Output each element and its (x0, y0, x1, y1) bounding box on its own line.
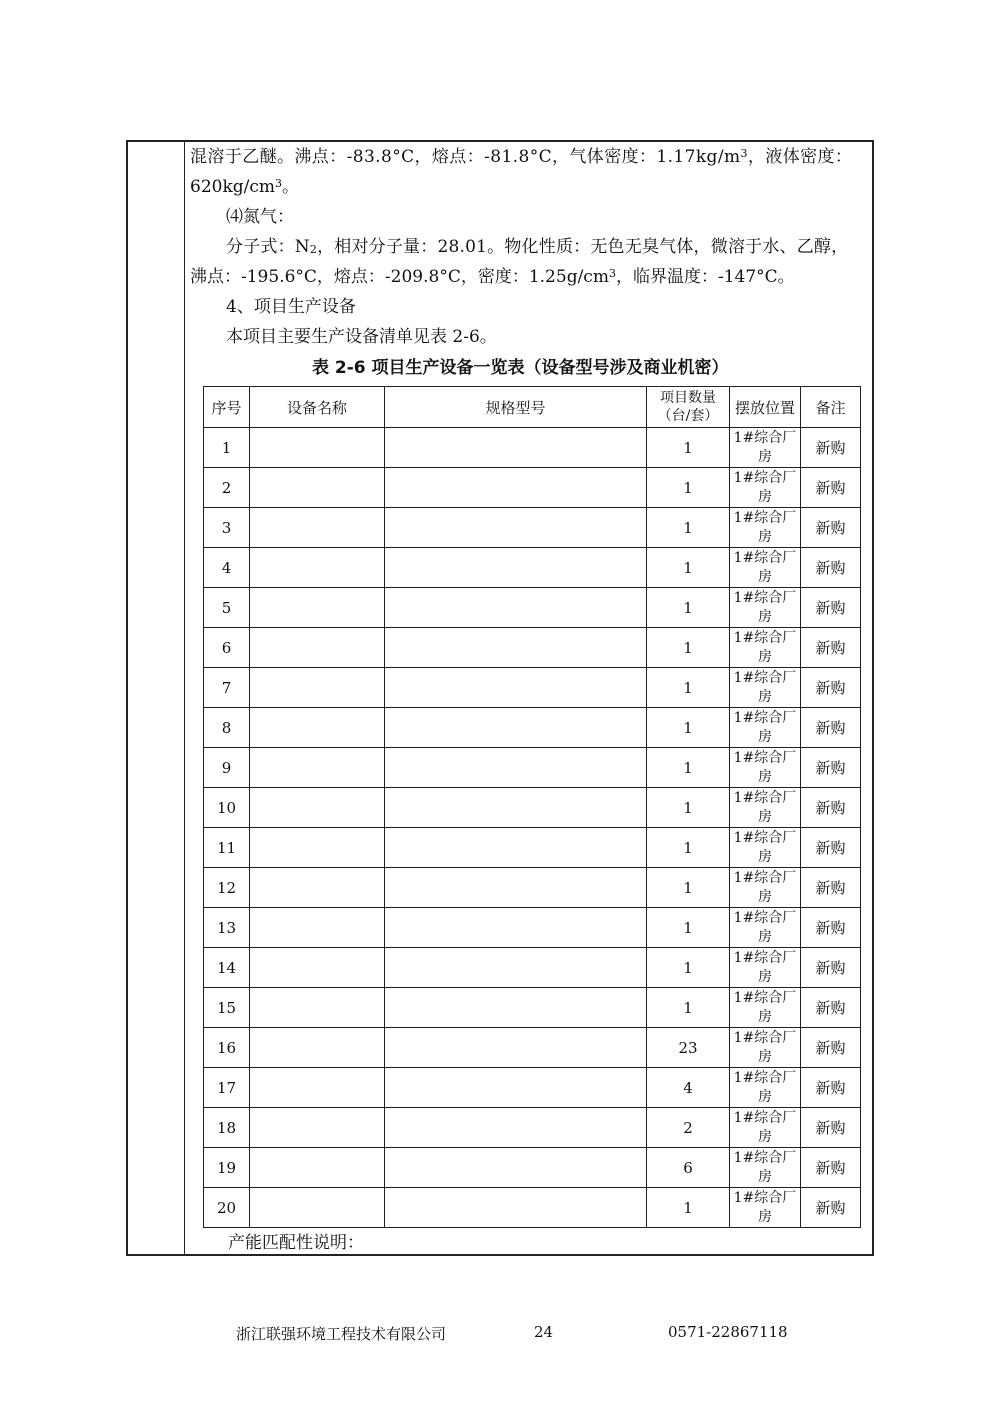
footer-page-number: 24 (534, 1323, 554, 1341)
cell-location: 1#综合厂房 (730, 1068, 801, 1108)
cell-qty: 1 (647, 1188, 730, 1228)
table-row (204, 868, 861, 908)
cell-seq: 1 (204, 428, 250, 468)
cell-spec (385, 988, 647, 1028)
cell-note: 新购 (801, 988, 861, 1028)
paragraph-ethylene-props (190, 142, 852, 172)
paragraph-nitrogen-heading: ⑷氮气： (226, 207, 294, 227)
cell-spec (385, 1068, 647, 1108)
cell-seq: 3 (204, 508, 250, 548)
header-name: 设备名称 (250, 387, 385, 428)
cell-name (250, 788, 385, 828)
cell-qty: 1 (647, 868, 730, 908)
table-row (204, 828, 861, 868)
cell-name (250, 988, 385, 1028)
cell-spec (385, 508, 647, 548)
cell-qty: 1 (647, 708, 730, 748)
cell-seq: 17 (204, 1068, 250, 1108)
cell-qty: 1 (647, 548, 730, 588)
cell-location: 1#综合厂房 (730, 1148, 801, 1188)
cell-name (250, 508, 385, 548)
cell-qty: 1 (647, 508, 730, 548)
cell-qty: 1 (647, 588, 730, 628)
cell-location: 1#综合厂房 (730, 788, 801, 828)
cell-seq: 2 (204, 468, 250, 508)
table-row (204, 1188, 861, 1228)
cell-seq: 6 (204, 628, 250, 668)
cell-location: 1#综合厂房 (730, 828, 801, 868)
cell-note: 新购 (801, 1068, 861, 1108)
cell-note: 新购 (801, 908, 861, 948)
cell-qty: 1 (647, 668, 730, 708)
cell-spec (385, 1108, 647, 1148)
cell-note: 新购 (801, 668, 861, 708)
table-row (204, 668, 861, 708)
cell-note: 新购 (801, 588, 861, 628)
cell-spec (385, 868, 647, 908)
table-row (204, 1148, 861, 1188)
cell-note: 新购 (801, 508, 861, 548)
cell-qty: 6 (647, 1148, 730, 1188)
table-row (204, 428, 861, 468)
header-qty (647, 387, 730, 428)
footer-phone: 0571-22867118 (668, 1323, 788, 1341)
table-row (204, 1068, 861, 1108)
table-row (204, 908, 861, 948)
cell-name (250, 828, 385, 868)
cell-name (250, 748, 385, 788)
cell-note: 新购 (801, 788, 861, 828)
cell-spec (385, 788, 647, 828)
cell-qty: 1 (647, 948, 730, 988)
superscript: 3 (740, 147, 748, 160)
cell-qty: 1 (647, 428, 730, 468)
cell-seq: 16 (204, 1028, 250, 1068)
cell-spec (385, 1188, 647, 1228)
section-heading-equipment: 4、项目生产设备 (226, 297, 356, 317)
header-loc: 摆放位置 (730, 387, 801, 428)
cell-name (250, 1188, 385, 1228)
cell-seq: 9 (204, 748, 250, 788)
cell-note: 新购 (801, 548, 861, 588)
header-spec: 规格型号 (385, 387, 647, 428)
capacity-note-label: 产能匹配性说明： (228, 1233, 364, 1253)
cell-spec (385, 708, 647, 748)
header-qty-line2: （台/套） (657, 408, 719, 424)
cell-spec (385, 548, 647, 588)
paragraph-nitrogen-props (190, 262, 795, 292)
cell-qty: 1 (647, 628, 730, 668)
cell-name (250, 468, 385, 508)
superscript: 3 (275, 177, 282, 190)
cell-note: 新购 (801, 748, 861, 788)
cell-note: 新购 (801, 868, 861, 908)
table-row (204, 948, 861, 988)
cell-name (250, 668, 385, 708)
cell-note: 新购 (801, 828, 861, 868)
superscript: 3 (608, 267, 616, 280)
cell-seq: 13 (204, 908, 250, 948)
cell-spec (385, 1148, 647, 1188)
cell-location: 1#综合厂房 (730, 948, 801, 988)
cell-spec (385, 1028, 647, 1068)
text-run: ，液体密度： (747, 147, 853, 167)
cell-name (250, 708, 385, 748)
cell-qty: 1 (647, 908, 730, 948)
cell-name (250, 1028, 385, 1068)
cell-seq: 4 (204, 548, 250, 588)
cell-qty: 1 (647, 988, 730, 1028)
table-row (204, 708, 861, 748)
table-header-row (204, 387, 861, 428)
text-run: ，相对分子量：28.01。物化性质：无色无臭气体，微溶于水、乙醇， (317, 237, 849, 257)
cell-location: 1#综合厂房 (730, 708, 801, 748)
cell-note: 新购 (801, 1108, 861, 1148)
text-run: ，临界温度：-147°C。 (615, 267, 795, 287)
paragraph-liquid-density (190, 172, 299, 202)
table-row (204, 748, 861, 788)
text-run: 分子式：N (226, 237, 310, 257)
equipment-table (203, 386, 861, 1228)
cell-location: 1#综合厂房 (730, 868, 801, 908)
cell-qty: 4 (647, 1068, 730, 1108)
cell-note: 新购 (801, 1148, 861, 1188)
cell-qty: 1 (647, 468, 730, 508)
cell-seq: 8 (204, 708, 250, 748)
table-row (204, 468, 861, 508)
cell-name (250, 588, 385, 628)
cell-note: 新购 (801, 948, 861, 988)
cell-spec (385, 828, 647, 868)
cell-note: 新购 (801, 708, 861, 748)
frame-divider (184, 142, 185, 1254)
cell-seq: 19 (204, 1148, 250, 1188)
cell-seq: 10 (204, 788, 250, 828)
cell-seq: 12 (204, 868, 250, 908)
cell-spec (385, 908, 647, 948)
table-row (204, 1108, 861, 1148)
cell-qty: 23 (647, 1028, 730, 1068)
cell-spec (385, 668, 647, 708)
cell-seq: 18 (204, 1108, 250, 1148)
cell-location: 1#综合厂房 (730, 588, 801, 628)
cell-location: 1#综合厂房 (730, 508, 801, 548)
cell-name (250, 628, 385, 668)
cell-seq: 5 (204, 588, 250, 628)
header-qty-line1: 项目数量 (660, 390, 716, 406)
cell-name (250, 908, 385, 948)
cell-location: 1#综合厂房 (730, 548, 801, 588)
cell-location: 1#综合厂房 (730, 748, 801, 788)
cell-spec (385, 428, 647, 468)
table-row (204, 508, 861, 548)
cell-name (250, 1108, 385, 1148)
table-row (204, 988, 861, 1028)
cell-name (250, 1148, 385, 1188)
cell-spec (385, 628, 647, 668)
table-caption: 表 2-6 项目生产设备一览表（设备型号涉及商业机密） (312, 358, 729, 378)
subscript: 2 (309, 243, 318, 256)
cell-location: 1#综合厂房 (730, 1108, 801, 1148)
table-row (204, 628, 861, 668)
paragraph-equipment-intro: 本项目主要生产设备清单见表 2-6。 (226, 327, 497, 347)
cell-seq: 7 (204, 668, 250, 708)
cell-location: 1#综合厂房 (730, 988, 801, 1028)
cell-qty: 1 (647, 748, 730, 788)
cell-name (250, 948, 385, 988)
cell-location: 1#综合厂房 (730, 908, 801, 948)
cell-name (250, 428, 385, 468)
paragraph-nitrogen-formula (226, 232, 848, 262)
table-row (204, 788, 861, 828)
cell-location: 1#综合厂房 (730, 428, 801, 468)
table-row (204, 548, 861, 588)
text-run: 沸点：-195.6°C，熔点：-209.8°C，密度：1.25g/cm (190, 267, 609, 287)
cell-seq: 15 (204, 988, 250, 1028)
cell-spec (385, 468, 647, 508)
cell-note: 新购 (801, 1188, 861, 1228)
cell-seq: 20 (204, 1188, 250, 1228)
cell-location: 1#综合厂房 (730, 468, 801, 508)
cell-qty: 2 (647, 1108, 730, 1148)
cell-seq: 14 (204, 948, 250, 988)
cell-name (250, 868, 385, 908)
text-run: 。 (282, 177, 299, 197)
cell-note: 新购 (801, 468, 861, 508)
cell-qty: 1 (647, 788, 730, 828)
header-seq: 序号 (204, 387, 250, 428)
table-row (204, 1028, 861, 1068)
cell-location: 1#综合厂房 (730, 1028, 801, 1068)
text-run: 620kg/cm (190, 177, 275, 197)
footer-company: 浙江联强环境工程技术有限公司 (236, 1325, 447, 1343)
text-run: 混溶于乙醚。沸点：-83.8°C，熔点：-81.8°C，气体密度：1.17kg/m (190, 147, 741, 167)
cell-qty: 1 (647, 828, 730, 868)
cell-location: 1#综合厂房 (730, 668, 801, 708)
cell-name (250, 1068, 385, 1108)
cell-location: 1#综合厂房 (730, 1188, 801, 1228)
cell-location: 1#综合厂房 (730, 628, 801, 668)
table-row (204, 588, 861, 628)
header-note: 备注 (801, 387, 861, 428)
cell-note: 新购 (801, 628, 861, 668)
cell-spec (385, 748, 647, 788)
cell-seq: 11 (204, 828, 250, 868)
cell-name (250, 548, 385, 588)
cell-note: 新购 (801, 1028, 861, 1068)
cell-spec (385, 948, 647, 988)
cell-note: 新购 (801, 428, 861, 468)
cell-spec (385, 588, 647, 628)
